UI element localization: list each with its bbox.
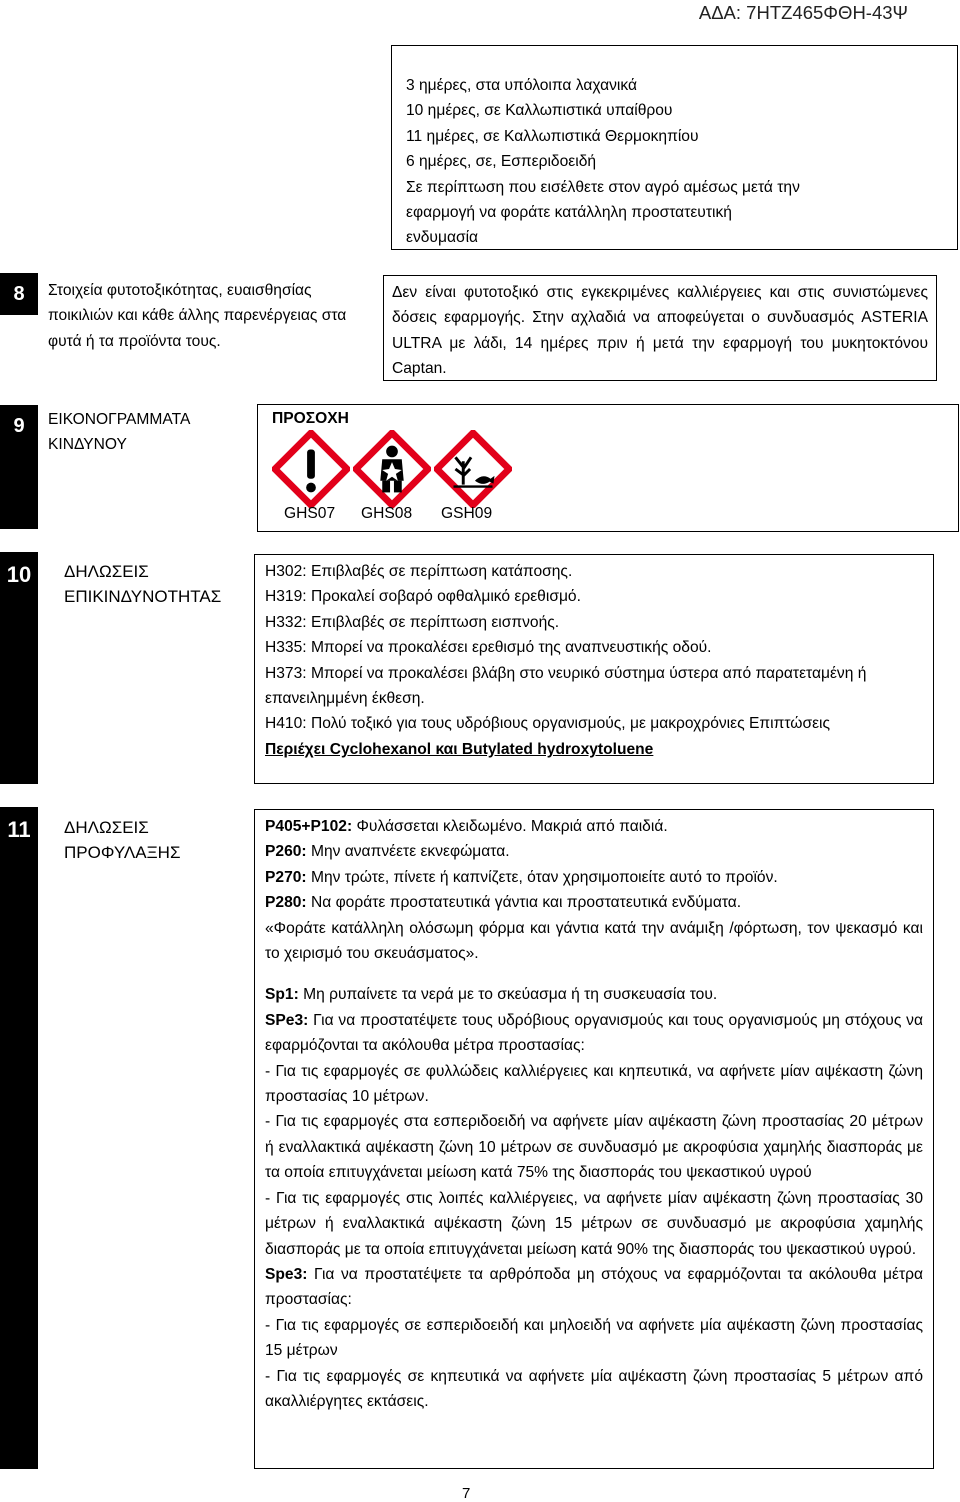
pictogram-code: GHS08: [361, 505, 413, 522]
p-statement-note: «Φοράτε κατάλληλη ολόσωμη φόρμα και γάντια κατά την ανάμιξη /φόρτωση, τον ψεκασμό και το χειρισμό του σκευάσματος».: [265, 919, 923, 963]
p-statement: P405+P102: Φυλάσσεται κλειδωμένο. Μακριά από παιδιά.: [265, 818, 668, 835]
ada-code: ΑΔΑ: 7ΗΤΖ465ΦΘΗ-43Ψ: [698, 2, 908, 23]
hazard-statement: H332: Επιβλαβές σε περίπτωση εισπνοής.: [265, 613, 560, 631]
precautionary-statements-box: [254, 809, 934, 1469]
hazard-statement: H410: Πολύ τοξικό για τους υδρόβιους οργανισμούς, με μακροχρόνιες Επιπτώσεις: [265, 715, 831, 733]
spe3b-item: - Για τις εφαρμογές σε κηπευτικά να αφήνετε μία αψέκαστη ζώνη προστασίας 5 μέτρων από ακαλλιέργητες εκτάσεις.: [265, 1367, 923, 1410]
row7-continuation: [391, 45, 958, 250]
hazard-statements-box: [254, 554, 934, 784]
health-hazard-icon: [353, 430, 431, 508]
p-statement: P270: Μην τρώτε, πίνετε ή καπνίζετε, όταν χρησιμοποιείτε αυτό το προϊόν.: [265, 868, 778, 886]
row11-number: 11: [0, 807, 38, 1469]
spe3-item: - Για τις εφαρμογές στις λοιπές καλλιέργειες, να αφήνετε μίαν αψέκαστη ζώνη προστασίας 30 μέτρων ή εναλλακτικά αψέκαστη ζώνη 15 μέτρων σε συνδυασμό με ακροφύσια χαμηλής διασποράς με τα οποία επιτυγχάνεται μείωση κατά 90% της διασποράς του ψεκαστικού υγρού.: [265, 1189, 923, 1258]
row7-line: 10 ημέρες, σε Καλλωπιστικά υπαίθρου: [406, 102, 673, 120]
environment-icon: [434, 430, 512, 508]
p-statement: P280: Να φοράτε προστατευτικά γάντια και προστατευτικά ενδύματα.: [265, 894, 742, 912]
row8-number: 8: [0, 273, 38, 315]
row7-line: ενδυμασία: [406, 229, 479, 247]
spe3-item: - Για τις εφαρμογές στα εσπεριδοειδή να αφήνετε μίαν αψέκαστη ζώνη προστασίας 20 μέτρων ή εναλλακτικά αψέκαστη ζώνη 10 μέτρων σε συνδυασμό με ακροφύσια χαμηλής διασποράς με τα οποία επιτυγχάνεται μείωση κατά 75% της διασποράς του ψεκαστικού υγρού: [265, 1113, 923, 1182]
contains-statement: Περιέχει Cyclohexanol και Butylated hydroxytoluene: [265, 740, 654, 758]
row7-line: εφαρμογή να φοράτε κατάλληλη προστατευτική: [406, 204, 732, 222]
spe3-item: - Για τις εφαρμογές σε φυλλώδεις καλλιέργειες και κηπευτικά, να αφήνετε μίαν αψέκαστη ζώνη προστασίας 10 μέτρων.: [265, 1062, 923, 1106]
row9-number: 9: [0, 405, 38, 529]
hazard-statement: H373: Μπορεί να προκαλέσει βλάβη στο νευρικό σύστημα ύστερα από παρατεταμένη ή επανειλημμένη έκθεση.: [265, 664, 867, 708]
pictogram-code: GHS07: [284, 505, 336, 522]
row7-line: 11 ημέρες, σε Καλλωπιστικά Θερμοκηπίου: [406, 127, 699, 145]
row8-text: Δεν είναι φυτοτοξικό στις εγκεκριμένες καλλιέργειες και στις συνιστώμενες δόσεις εφαρμογής. Στην αχλαδιά να αποφεύγεται ο συνδυασμός ASTERIA ULTRA με λάδι, 14 ημέρες πριν ή μετά την εφαρμογή του μυκητοκτόνου Captan.: [392, 284, 928, 378]
spe3-statement: SPe3: Για να προστατέψετε τους υδρόβιους οργανισμούς και τους οργανισμούς μη στόχους να εφαρμόζονται τα ακόλουθα μέτρα προστασίας:: [265, 1011, 923, 1055]
spe3b-item: - Για τις εφαρμογές σε εσπεριδοειδή και μηλοειδή να αφήνετε μία αψέκαστη ζώνη προστασίας 15 μέτρων: [265, 1316, 923, 1360]
pictogram-code: GSH09: [441, 505, 493, 522]
exclamation-mark-icon: [272, 430, 350, 508]
row7-line: 6 ημέρες, σε, Εσπεριδοειδή: [406, 153, 597, 171]
row11-label: ΔΗΛΩΣΕΙΣ ΠΡΟΦΥΛΑΞΗΣ: [64, 818, 181, 863]
row7-line: 3 ημέρες, στα υπόλοιπα λαχανικά: [406, 77, 638, 94]
hazard-statement: H302: Επιβλαβές σε περίπτωση κατάποσης.: [265, 563, 573, 580]
row9-label: ΕΙΚΟΝΟΓΡΑΜΜΑΤΑ ΚΙΝΔΥΝΟΥ: [48, 411, 190, 454]
row8-label: Στοιχεία φυτοτοξικότητας, ευαισθησίας ποικιλιών και κάθε άλλης παρενέργειας στα φυτά ή τα προϊόντα τους.: [48, 282, 347, 350]
p-statement: P260: Μην αναπνέετε εκνεφώματα.: [265, 843, 510, 861]
row10-number: 10: [0, 552, 38, 784]
row8-text-box: [383, 275, 937, 381]
row7-line: Σε περίπτωση που εισέλθετε στον αγρό αμέσως μετά την: [406, 178, 800, 196]
row10-label: ΔΗΛΩΣΕΙΣ ΕΠΙΚΙΝΔΥΝΟΤΗΤΑΣ: [64, 562, 222, 607]
sp-statement: Sp1: Μη ρυπαίνετε τα νερά με το σκεύασμα ή τη συσκευασία του.: [265, 986, 718, 1004]
page-number: 7: [462, 1485, 471, 1502]
hazard-statement: H319: Προκαλεί σοβαρό οφθαλμικό ερεθισμό.: [265, 588, 581, 606]
spe3b-statement: Spe3: Για να προστατέψετε τα αρθρόποδα μη στόχους να εφαρμόζονται τα ακόλουθα μέτρα προστασίας:: [265, 1265, 923, 1309]
hazard-statement: H335: Μπορεί να προκαλέσει ερεθισμό της αναπνευστικής οδού.: [265, 639, 712, 657]
signal-word: ΠΡΟΣΟΧΗ: [272, 410, 349, 427]
